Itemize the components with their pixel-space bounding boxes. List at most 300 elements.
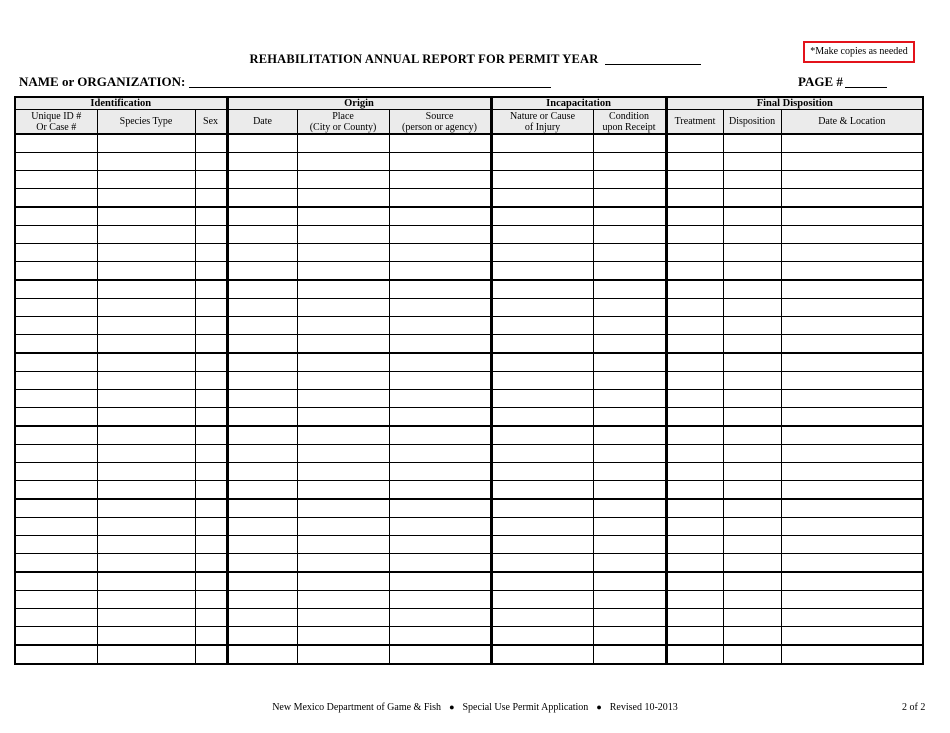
table-cell[interactable] xyxy=(15,408,97,427)
table-cell[interactable] xyxy=(781,554,923,573)
table-cell[interactable] xyxy=(593,189,666,208)
table-cell[interactable] xyxy=(781,226,923,244)
table-cell[interactable] xyxy=(195,153,227,171)
table-cell[interactable] xyxy=(15,134,97,153)
table-cell[interactable] xyxy=(491,572,593,591)
table-cell[interactable] xyxy=(781,262,923,281)
table-cell[interactable] xyxy=(723,499,781,518)
table-cell[interactable] xyxy=(227,226,297,244)
table-cell[interactable] xyxy=(723,627,781,646)
table-cell[interactable] xyxy=(297,153,389,171)
table-cell[interactable] xyxy=(593,572,666,591)
table-cell[interactable] xyxy=(227,207,297,226)
table-cell[interactable] xyxy=(781,536,923,554)
table-cell[interactable] xyxy=(195,408,227,427)
table-cell[interactable] xyxy=(389,335,491,354)
table-cell[interactable] xyxy=(297,335,389,354)
table-cell[interactable] xyxy=(227,463,297,481)
table-cell[interactable] xyxy=(593,390,666,408)
table-cell[interactable] xyxy=(15,645,97,664)
table-cell[interactable] xyxy=(389,262,491,281)
table-cell[interactable] xyxy=(297,280,389,299)
table-cell[interactable] xyxy=(15,317,97,335)
table-cell[interactable] xyxy=(593,627,666,646)
table-cell[interactable] xyxy=(491,189,593,208)
table-cell[interactable] xyxy=(97,463,195,481)
table-cell[interactable] xyxy=(297,445,389,463)
table-cell[interactable] xyxy=(97,518,195,536)
table-cell[interactable] xyxy=(97,554,195,573)
table-cell[interactable] xyxy=(15,262,97,281)
table-cell[interactable] xyxy=(15,499,97,518)
table-cell[interactable] xyxy=(297,591,389,609)
table-cell[interactable] xyxy=(389,609,491,627)
table-cell[interactable] xyxy=(195,645,227,664)
table-cell[interactable] xyxy=(723,262,781,281)
table-cell[interactable] xyxy=(666,335,723,354)
table-cell[interactable] xyxy=(666,226,723,244)
table-cell[interactable] xyxy=(97,426,195,445)
table-cell[interactable] xyxy=(389,299,491,317)
table-cell[interactable] xyxy=(781,372,923,390)
table-cell[interactable] xyxy=(195,554,227,573)
table-cell[interactable] xyxy=(781,609,923,627)
table-cell[interactable] xyxy=(666,426,723,445)
table-cell[interactable] xyxy=(491,244,593,262)
table-cell[interactable] xyxy=(593,645,666,664)
table-cell[interactable] xyxy=(666,299,723,317)
table-cell[interactable] xyxy=(97,244,195,262)
table-cell[interactable] xyxy=(227,189,297,208)
table-cell[interactable] xyxy=(781,171,923,189)
table-cell[interactable] xyxy=(297,244,389,262)
table-cell[interactable] xyxy=(593,335,666,354)
table-cell[interactable] xyxy=(666,645,723,664)
table-cell[interactable] xyxy=(491,463,593,481)
table-cell[interactable] xyxy=(227,390,297,408)
table-cell[interactable] xyxy=(666,554,723,573)
table-cell[interactable] xyxy=(389,372,491,390)
table-cell[interactable] xyxy=(723,572,781,591)
table-cell[interactable] xyxy=(195,189,227,208)
table-cell[interactable] xyxy=(15,426,97,445)
table-cell[interactable] xyxy=(781,499,923,518)
table-cell[interactable] xyxy=(195,299,227,317)
table-cell[interactable] xyxy=(227,518,297,536)
table-cell[interactable] xyxy=(227,244,297,262)
table-cell[interactable] xyxy=(389,591,491,609)
table-cell[interactable] xyxy=(389,244,491,262)
table-cell[interactable] xyxy=(389,426,491,445)
table-cell[interactable] xyxy=(97,353,195,372)
table-cell[interactable] xyxy=(723,645,781,664)
table-cell[interactable] xyxy=(195,481,227,500)
permit-year-field[interactable] xyxy=(605,64,701,65)
table-cell[interactable] xyxy=(491,153,593,171)
table-cell[interactable] xyxy=(15,244,97,262)
table-cell[interactable] xyxy=(97,335,195,354)
table-cell[interactable] xyxy=(389,572,491,591)
table-cell[interactable] xyxy=(491,481,593,500)
table-cell[interactable] xyxy=(781,134,923,153)
table-cell[interactable] xyxy=(723,609,781,627)
table-cell[interactable] xyxy=(15,153,97,171)
table-cell[interactable] xyxy=(297,518,389,536)
table-cell[interactable] xyxy=(15,390,97,408)
table-cell[interactable] xyxy=(97,226,195,244)
table-cell[interactable] xyxy=(97,536,195,554)
table-cell[interactable] xyxy=(666,572,723,591)
table-cell[interactable] xyxy=(15,280,97,299)
table-cell[interactable] xyxy=(389,207,491,226)
table-cell[interactable] xyxy=(781,645,923,664)
table-cell[interactable] xyxy=(97,481,195,500)
table-cell[interactable] xyxy=(666,463,723,481)
table-cell[interactable] xyxy=(195,226,227,244)
table-cell[interactable] xyxy=(297,189,389,208)
table-cell[interactable] xyxy=(491,134,593,153)
table-cell[interactable] xyxy=(723,207,781,226)
table-cell[interactable] xyxy=(15,481,97,500)
table-cell[interactable] xyxy=(781,189,923,208)
table-cell[interactable] xyxy=(593,518,666,536)
table-cell[interactable] xyxy=(593,426,666,445)
table-cell[interactable] xyxy=(227,572,297,591)
table-cell[interactable] xyxy=(666,609,723,627)
table-cell[interactable] xyxy=(297,390,389,408)
table-cell[interactable] xyxy=(15,207,97,226)
table-cell[interactable] xyxy=(15,226,97,244)
table-cell[interactable] xyxy=(227,645,297,664)
table-cell[interactable] xyxy=(297,536,389,554)
table-cell[interactable] xyxy=(491,518,593,536)
table-cell[interactable] xyxy=(723,591,781,609)
table-cell[interactable] xyxy=(781,207,923,226)
table-cell[interactable] xyxy=(666,353,723,372)
table-cell[interactable] xyxy=(781,390,923,408)
table-cell[interactable] xyxy=(723,299,781,317)
table-cell[interactable] xyxy=(389,408,491,427)
table-cell[interactable] xyxy=(781,335,923,354)
table-cell[interactable] xyxy=(227,262,297,281)
table-cell[interactable] xyxy=(491,390,593,408)
table-cell[interactable] xyxy=(97,645,195,664)
table-cell[interactable] xyxy=(195,372,227,390)
table-cell[interactable] xyxy=(666,134,723,153)
table-cell[interactable] xyxy=(723,481,781,500)
table-cell[interactable] xyxy=(723,372,781,390)
table-cell[interactable] xyxy=(666,408,723,427)
table-cell[interactable] xyxy=(15,171,97,189)
table-cell[interactable] xyxy=(97,207,195,226)
table-cell[interactable] xyxy=(195,280,227,299)
table-cell[interactable] xyxy=(227,299,297,317)
table-cell[interactable] xyxy=(491,445,593,463)
table-cell[interactable] xyxy=(781,317,923,335)
table-cell[interactable] xyxy=(15,518,97,536)
table-cell[interactable] xyxy=(723,226,781,244)
table-cell[interactable] xyxy=(297,463,389,481)
table-cell[interactable] xyxy=(297,299,389,317)
table-cell[interactable] xyxy=(593,372,666,390)
table-cell[interactable] xyxy=(781,244,923,262)
table-cell[interactable] xyxy=(97,408,195,427)
table-cell[interactable] xyxy=(666,372,723,390)
table-cell[interactable] xyxy=(781,299,923,317)
table-cell[interactable] xyxy=(389,554,491,573)
table-cell[interactable] xyxy=(723,353,781,372)
table-cell[interactable] xyxy=(389,226,491,244)
table-cell[interactable] xyxy=(195,609,227,627)
table-cell[interactable] xyxy=(15,609,97,627)
table-cell[interactable] xyxy=(491,408,593,427)
table-cell[interactable] xyxy=(97,153,195,171)
table-cell[interactable] xyxy=(195,627,227,646)
table-cell[interactable] xyxy=(97,189,195,208)
table-cell[interactable] xyxy=(97,609,195,627)
table-cell[interactable] xyxy=(781,591,923,609)
table-cell[interactable] xyxy=(593,609,666,627)
table-cell[interactable] xyxy=(666,207,723,226)
table-cell[interactable] xyxy=(666,481,723,500)
table-cell[interactable] xyxy=(227,591,297,609)
table-cell[interactable] xyxy=(389,445,491,463)
table-cell[interactable] xyxy=(491,609,593,627)
table-cell[interactable] xyxy=(195,134,227,153)
table-cell[interactable] xyxy=(15,372,97,390)
table-cell[interactable] xyxy=(389,189,491,208)
table-cell[interactable] xyxy=(491,207,593,226)
table-cell[interactable] xyxy=(15,627,97,646)
table-cell[interactable] xyxy=(227,408,297,427)
table-cell[interactable] xyxy=(15,299,97,317)
table-cell[interactable] xyxy=(491,226,593,244)
table-cell[interactable] xyxy=(15,445,97,463)
table-cell[interactable] xyxy=(781,445,923,463)
table-cell[interactable] xyxy=(15,591,97,609)
table-cell[interactable] xyxy=(195,463,227,481)
table-cell[interactable] xyxy=(97,171,195,189)
table-cell[interactable] xyxy=(195,499,227,518)
table-cell[interactable] xyxy=(491,627,593,646)
table-cell[interactable] xyxy=(491,353,593,372)
table-cell[interactable] xyxy=(723,280,781,299)
table-cell[interactable] xyxy=(666,153,723,171)
table-cell[interactable] xyxy=(227,445,297,463)
table-cell[interactable] xyxy=(723,536,781,554)
table-cell[interactable] xyxy=(491,499,593,518)
table-cell[interactable] xyxy=(195,171,227,189)
table-cell[interactable] xyxy=(227,481,297,500)
table-cell[interactable] xyxy=(389,536,491,554)
table-cell[interactable] xyxy=(593,353,666,372)
table-cell[interactable] xyxy=(297,554,389,573)
table-cell[interactable] xyxy=(389,171,491,189)
table-cell[interactable] xyxy=(297,627,389,646)
table-cell[interactable] xyxy=(97,299,195,317)
table-cell[interactable] xyxy=(593,499,666,518)
table-cell[interactable] xyxy=(297,499,389,518)
table-cell[interactable] xyxy=(666,499,723,518)
table-cell[interactable] xyxy=(781,426,923,445)
table-cell[interactable] xyxy=(389,134,491,153)
table-cell[interactable] xyxy=(297,408,389,427)
table-cell[interactable] xyxy=(227,134,297,153)
table-cell[interactable] xyxy=(593,280,666,299)
table-cell[interactable] xyxy=(227,335,297,354)
table-cell[interactable] xyxy=(593,207,666,226)
table-cell[interactable] xyxy=(15,189,97,208)
table-cell[interactable] xyxy=(97,372,195,390)
table-cell[interactable] xyxy=(723,426,781,445)
table-cell[interactable] xyxy=(15,536,97,554)
table-cell[interactable] xyxy=(723,317,781,335)
table-cell[interactable] xyxy=(666,189,723,208)
table-cell[interactable] xyxy=(195,335,227,354)
table-cell[interactable] xyxy=(723,335,781,354)
table-cell[interactable] xyxy=(195,536,227,554)
table-cell[interactable] xyxy=(666,591,723,609)
table-cell[interactable] xyxy=(491,591,593,609)
table-cell[interactable] xyxy=(195,207,227,226)
table-cell[interactable] xyxy=(781,408,923,427)
table-cell[interactable] xyxy=(227,609,297,627)
table-cell[interactable] xyxy=(593,591,666,609)
table-cell[interactable] xyxy=(297,609,389,627)
table-cell[interactable] xyxy=(227,627,297,646)
table-cell[interactable] xyxy=(227,171,297,189)
table-cell[interactable] xyxy=(781,481,923,500)
table-cell[interactable] xyxy=(666,627,723,646)
table-cell[interactable] xyxy=(593,463,666,481)
table-cell[interactable] xyxy=(723,445,781,463)
table-cell[interactable] xyxy=(297,134,389,153)
table-cell[interactable] xyxy=(15,463,97,481)
table-cell[interactable] xyxy=(97,390,195,408)
table-cell[interactable] xyxy=(666,171,723,189)
table-cell[interactable] xyxy=(491,426,593,445)
table-cell[interactable] xyxy=(593,262,666,281)
table-cell[interactable] xyxy=(297,572,389,591)
table-cell[interactable] xyxy=(491,171,593,189)
table-cell[interactable] xyxy=(297,645,389,664)
table-cell[interactable] xyxy=(297,426,389,445)
table-cell[interactable] xyxy=(97,445,195,463)
name-field[interactable] xyxy=(189,87,551,88)
table-cell[interactable] xyxy=(389,463,491,481)
table-cell[interactable] xyxy=(97,317,195,335)
table-cell[interactable] xyxy=(297,317,389,335)
table-cell[interactable] xyxy=(593,299,666,317)
table-cell[interactable] xyxy=(389,390,491,408)
table-cell[interactable] xyxy=(227,353,297,372)
table-cell[interactable] xyxy=(297,481,389,500)
table-cell[interactable] xyxy=(15,572,97,591)
table-cell[interactable] xyxy=(666,317,723,335)
table-cell[interactable] xyxy=(195,262,227,281)
table-cell[interactable] xyxy=(666,262,723,281)
table-cell[interactable] xyxy=(491,372,593,390)
table-cell[interactable] xyxy=(97,627,195,646)
table-cell[interactable] xyxy=(227,536,297,554)
table-cell[interactable] xyxy=(389,627,491,646)
table-cell[interactable] xyxy=(227,554,297,573)
table-cell[interactable] xyxy=(723,153,781,171)
table-cell[interactable] xyxy=(781,153,923,171)
table-cell[interactable] xyxy=(389,280,491,299)
table-cell[interactable] xyxy=(227,372,297,390)
table-cell[interactable] xyxy=(723,134,781,153)
table-cell[interactable] xyxy=(491,335,593,354)
table-cell[interactable] xyxy=(491,536,593,554)
table-cell[interactable] xyxy=(97,280,195,299)
table-cell[interactable] xyxy=(389,481,491,500)
table-cell[interactable] xyxy=(195,317,227,335)
table-cell[interactable] xyxy=(781,572,923,591)
table-cell[interactable] xyxy=(723,554,781,573)
table-cell[interactable] xyxy=(491,299,593,317)
table-cell[interactable] xyxy=(389,353,491,372)
table-cell[interactable] xyxy=(666,445,723,463)
table-cell[interactable] xyxy=(227,317,297,335)
table-cell[interactable] xyxy=(593,536,666,554)
table-cell[interactable] xyxy=(297,171,389,189)
table-cell[interactable] xyxy=(781,280,923,299)
table-cell[interactable] xyxy=(593,226,666,244)
table-cell[interactable] xyxy=(97,591,195,609)
table-cell[interactable] xyxy=(195,426,227,445)
table-cell[interactable] xyxy=(195,353,227,372)
table-cell[interactable] xyxy=(723,463,781,481)
table-cell[interactable] xyxy=(781,353,923,372)
table-cell[interactable] xyxy=(593,244,666,262)
table-cell[interactable] xyxy=(227,426,297,445)
table-cell[interactable] xyxy=(491,645,593,664)
table-cell[interactable] xyxy=(723,390,781,408)
table-cell[interactable] xyxy=(723,518,781,536)
table-cell[interactable] xyxy=(666,390,723,408)
table-cell[interactable] xyxy=(593,408,666,427)
table-cell[interactable] xyxy=(593,481,666,500)
table-cell[interactable] xyxy=(491,280,593,299)
table-cell[interactable] xyxy=(195,244,227,262)
table-cell[interactable] xyxy=(297,262,389,281)
table-cell[interactable] xyxy=(97,499,195,518)
table-cell[interactable] xyxy=(297,372,389,390)
table-cell[interactable] xyxy=(593,171,666,189)
table-cell[interactable] xyxy=(195,518,227,536)
table-cell[interactable] xyxy=(723,189,781,208)
table-cell[interactable] xyxy=(389,317,491,335)
table-cell[interactable] xyxy=(15,554,97,573)
table-cell[interactable] xyxy=(297,207,389,226)
table-cell[interactable] xyxy=(593,134,666,153)
table-cell[interactable] xyxy=(97,572,195,591)
table-cell[interactable] xyxy=(389,153,491,171)
table-cell[interactable] xyxy=(666,244,723,262)
table-cell[interactable] xyxy=(781,627,923,646)
table-cell[interactable] xyxy=(593,554,666,573)
table-cell[interactable] xyxy=(491,262,593,281)
table-cell[interactable] xyxy=(593,317,666,335)
table-cell[interactable] xyxy=(491,554,593,573)
table-cell[interactable] xyxy=(389,645,491,664)
table-cell[interactable] xyxy=(15,353,97,372)
table-cell[interactable] xyxy=(723,244,781,262)
table-cell[interactable] xyxy=(97,262,195,281)
table-cell[interactable] xyxy=(297,353,389,372)
table-cell[interactable] xyxy=(15,335,97,354)
